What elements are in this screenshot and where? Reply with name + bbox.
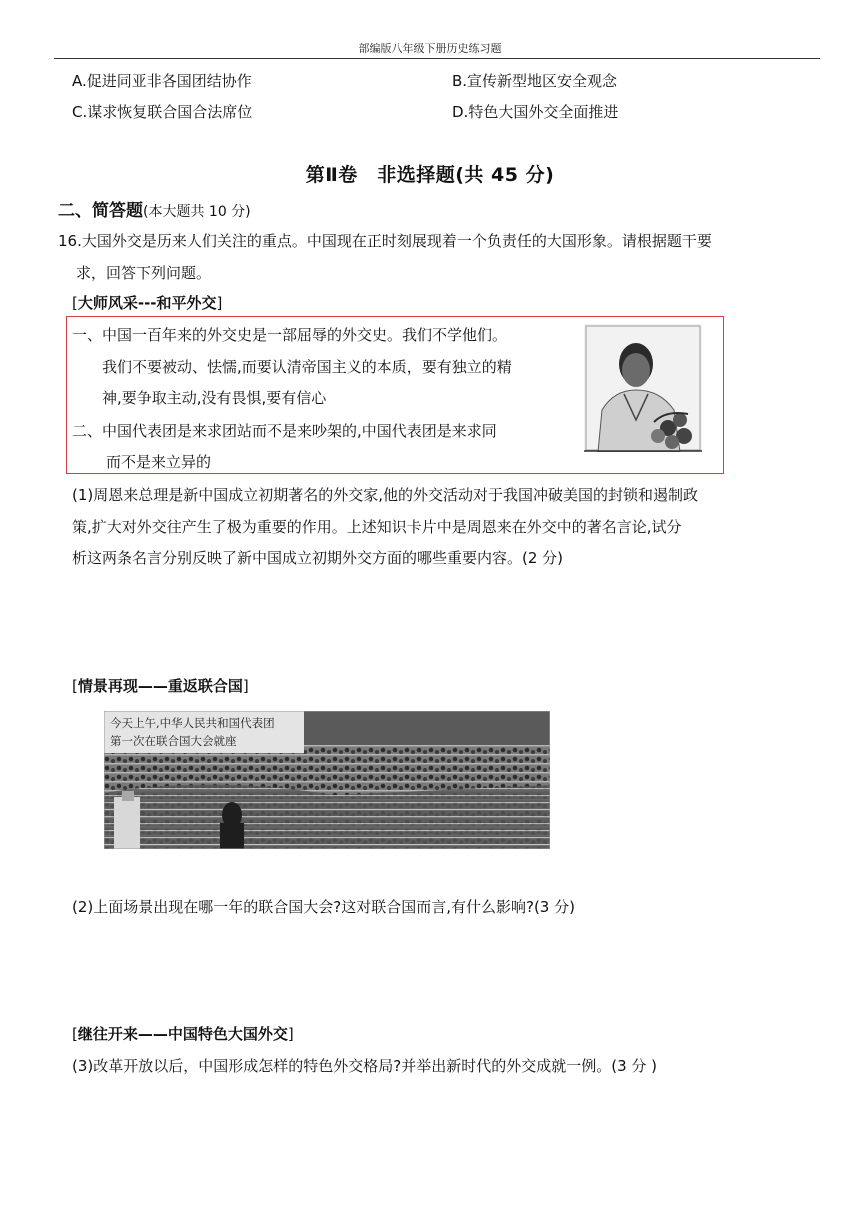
tag-scene-replay [72,675,249,696]
un-assembly-illustration [104,711,550,849]
tag-master-style [72,292,222,313]
tag-open-bracket: [ [72,1025,78,1043]
option-b: B.宣传新型地区安全观念 [452,72,618,90]
tag-open-bracket: [ [72,294,78,312]
part-title: 第Ⅱ卷 非选择题(共 45 分) [305,164,555,186]
photo-caption-line-1: 今天上午,中华人民共和国代表团 [110,716,275,730]
option-c: C.谋求恢复联合国合法席位 [72,103,253,121]
photo-caption-line-2: 第一次在联合国大会就座 [110,734,237,748]
section-title: 二、简答题 [58,201,143,221]
question-16-stem-cont: 求，回答下列问题。 [76,264,212,282]
tag-carry-forward [72,1023,294,1044]
header-divider [54,58,820,59]
section-heading [58,196,251,221]
option-d: D.特色大国外交全面推进 [452,103,619,121]
sub-question-1-line-2: 策,扩大对外交往产生了极为重要的作用。上述知识卡片中是周恩来在外交中的著名言论,试分 [72,518,682,536]
tag-close-bracket: ] [242,677,249,695]
tag-close-bracket: ] [216,294,223,312]
tag-open-bracket: [ [72,677,78,695]
section-note: (本大题共 10 分) [143,204,251,220]
tag-text: 大师风采---和平外交 [77,294,217,312]
portrait-illustration [584,324,702,452]
sub-question-1-line-1: (1)周恩来总理是新中国成立初期著名的外交家,他的外交活动对于我国冲破美国的封锁和遏制政 [72,486,699,504]
tag-text: 情景再现——重返联合国 [77,677,243,695]
question-16-stem: 16.大国外交是历来人们关注的重点。中国现在正时刻展现着一个负责任的大国形象。请根据题干要 [58,232,712,250]
sub-question-2: (2)上面场景出现在哪一年的联合国大会?这对联合国而言,有什么影响?(3 分) [72,898,575,916]
portrait-photo [584,324,702,452]
sub-question-1-line-3: 析这两条名言分别反映了新中国成立初期外交方面的哪些重要内容。(2 分) [72,549,564,567]
quote-2-line-2: 而不是来立异的 [106,453,212,471]
quote-2-line-1: 二、中国代表团是来求团站而不是来吵架的,中国代表团是来求同 [72,422,497,440]
tag-text: 继往开来——中国特色大国外交 [77,1025,288,1043]
quote-1-line-1: 一、中国一百年来的外交史是一部屈辱的外交史。我们不学他们。 [72,326,508,344]
option-a: A.促进同亚非各国团结协作 [72,72,252,90]
un-assembly-photo [104,711,550,849]
quote-1-line-2: 我们不要被动、怯懦,而要认清帝国主义的本质，要有独立的精 [102,358,512,376]
tag-close-bracket: ] [287,1025,294,1043]
quote-1-line-3: 神,要争取主动,没有畏惧,要有信心 [102,389,327,407]
page-header: 部编版八年级下册历史练习题 [358,42,502,55]
sub-question-3: (3)改革开放以后，中国形成怎样的特色外交格局?并举出新时代的外交成就一例。(3 分 ) [72,1057,657,1075]
